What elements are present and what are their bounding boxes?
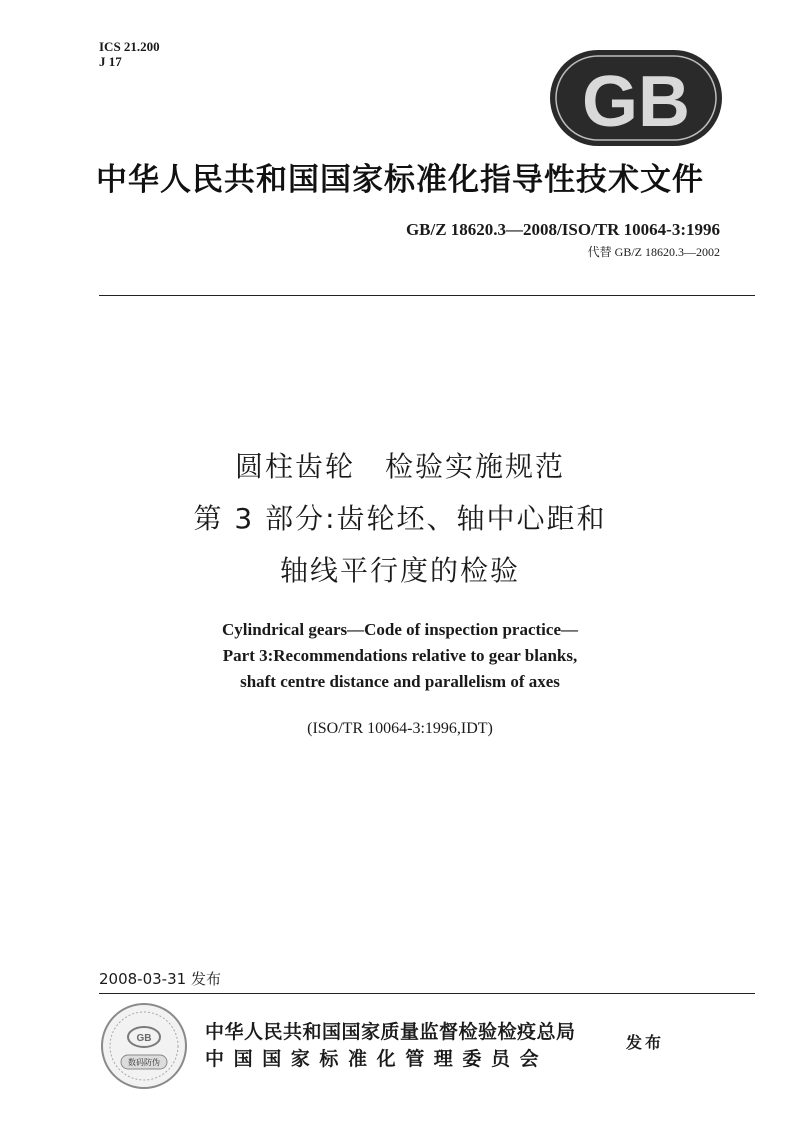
- svg-text:GB: GB: [136, 1033, 152, 1044]
- anti-counterfeit-seal: [99, 1001, 189, 1091]
- footer-divider: [99, 993, 755, 994]
- standard-number: GB/Z 18620.3—2008/ISO/TR 10064-3:1996: [405, 220, 720, 239]
- issue-date: 2008-03-31 发布: [99, 970, 221, 988]
- title-en-line-1: Cylindrical gears—Code of inspection practice—: [221, 620, 578, 639]
- publish-label: 发布: [626, 1033, 665, 1052]
- ics-code: ICS 21.200: [99, 39, 160, 54]
- title-cn-line-1: 圆柱齿轮 检验实施规范: [234, 450, 565, 483]
- issuer-org-1: 中华人民共和国国家质量监督检验检疫总局: [205, 1021, 576, 1043]
- header-divider: [99, 295, 755, 296]
- title-cn-line-3: 轴线平行度的检验: [279, 554, 520, 587]
- seal-text: 数码防伪: [128, 1058, 160, 1067]
- document-type-heading: 中华人民共和国国家标准化指导性技术文件: [96, 162, 704, 198]
- iso-reference: (ISO/TR 10064-3:1996,IDT): [307, 720, 493, 737]
- gb-logo: [548, 48, 724, 148]
- title-en-line-3: shaft centre distance and parallelism of axes: [240, 672, 560, 691]
- issuer-org-2: 中国国家标准化管理委员会: [205, 1048, 549, 1070]
- replaces-note: 代替 GB/Z 18620.3—2002: [587, 245, 720, 259]
- title-en-line-2: Part 3:Recommendations relative to gear blanks,: [222, 646, 578, 665]
- gb-logo-text: GB: [582, 62, 690, 142]
- title-cn-line-2: 第 3 部分:齿轮坯、轴中心距和: [193, 502, 607, 535]
- classification-code: J 17: [99, 54, 122, 69]
